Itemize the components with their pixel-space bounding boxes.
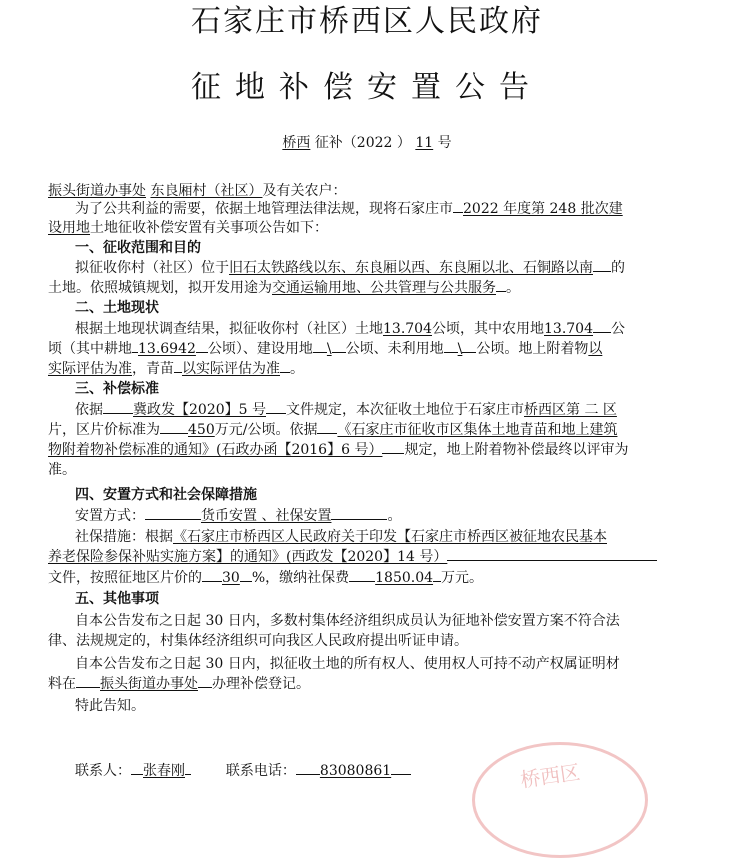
s4-text-6: 万元。	[441, 570, 484, 586]
social-security-percent: 30	[222, 570, 240, 586]
addressee-office: 振头街道办事处	[48, 183, 146, 199]
land-use: 交通运输用地、公共管理与公共服务	[272, 280, 496, 296]
official-seal-text: 桥西区	[518, 759, 582, 793]
s1-text-1: 拟征收你村（社区）位于	[75, 260, 229, 276]
s2-text-6: 公顷、未利用地	[345, 341, 444, 357]
unused-area: \	[457, 341, 463, 357]
compensation-notice-1: 《石家庄市征收市区集体土地青苗和地上建筑	[337, 422, 618, 438]
s1-text-2: 的	[611, 260, 625, 276]
intro-land-type: 设用地	[48, 220, 90, 236]
zone-price: 450	[188, 422, 215, 438]
s1-text-4: 。	[506, 280, 520, 296]
section-4-title: 四、安置方式和社会保障措施	[75, 487, 257, 503]
district-zone: 桥西区第 二 区	[524, 402, 617, 418]
s3-text-2: 文件规定，本次征收土地位于石家庄市	[286, 402, 524, 418]
government-title: 石家庄市桥西区人民政府	[191, 4, 543, 39]
s3-text-3: 片，区片价标准为	[48, 422, 160, 438]
s4-text-3: 社保措施：根据	[75, 529, 173, 545]
s2-text-10: 。	[290, 361, 304, 377]
s5-text-1: 料在	[48, 676, 76, 692]
s4-line-4	[48, 569, 483, 588]
contact-person: 张春刚	[143, 763, 185, 779]
social-security-fee: 1850.04	[375, 570, 434, 586]
s2-text-2: 公顷，其中农用地	[432, 321, 544, 337]
s3-text-4: 万元/公顷。依据	[214, 422, 318, 438]
contact-person-label: 联系人：	[75, 763, 131, 779]
s2-line-1	[75, 320, 625, 339]
s1-line-2	[48, 279, 520, 298]
farmland-area: 13.704	[544, 321, 593, 337]
registration-office: 振头街道办事处	[100, 676, 198, 692]
resettlement-method: 货币安置 、社保安置	[201, 508, 332, 524]
section-5-title: 五、其他事项	[75, 591, 159, 607]
doc-no-suffix: 号	[437, 135, 452, 151]
s4-text-2: 。	[387, 508, 402, 524]
intro-text-2: 土地征收补偿安置有关事项公告如下：	[90, 220, 328, 236]
s5-para-1-line-1: 自本公告发布之日起 30 日内，多数村集体经济组织成员认为征地补偿安置方案不符合法	[75, 613, 620, 629]
notice-title: 征地补偿安置公告	[191, 70, 543, 105]
intro-line-1	[75, 200, 623, 219]
policy-document: 冀政发【2020】5 号	[133, 402, 266, 418]
s3-text-5: 规定，地上附着物补偿最终以评审为	[404, 442, 629, 458]
s3-line-2	[48, 421, 617, 440]
addressee-village: 东良厢村（社区）	[150, 183, 263, 199]
addressee-line	[48, 182, 346, 201]
doc-no-prefix: 桥西	[282, 135, 311, 151]
social-security-notice-2: 养老保险参保补贴实施方案】的通知》(西政发【2020】14 号）	[48, 549, 448, 565]
construction-area: \	[326, 341, 332, 357]
cultivated-area: 13.6942	[138, 341, 196, 357]
intro-line-2	[48, 219, 328, 238]
intro-text-1: 为了公共利益的需要，依据土地管理法律法规，现将石家庄市	[75, 201, 453, 217]
contact-phone-label: 联系电话：	[225, 763, 296, 779]
s4-line-1	[75, 507, 401, 526]
section-1-title: 一、征收范围和目的	[75, 240, 201, 256]
s5-para-2-line-1: 自本公告发布之日起 30 日内，拟征收土地的所有权人、使用权人可持不动产权属证明材	[75, 656, 620, 672]
document-number	[0, 132, 734, 152]
s4-line-3	[48, 548, 657, 567]
s2-text-9: ，青苗	[132, 361, 174, 377]
land-location: 旧石太铁路线以东、东良厢以西、东良厢以北、石铜路以南	[229, 260, 593, 276]
s5-para-1-line-2: 律、法规规定的，村集体经济组织可向我区人民政府提出听证申请。	[48, 633, 468, 649]
s3-line-1	[75, 401, 617, 420]
s3-text-1: 依据	[75, 402, 103, 418]
compensation-notice-2: 物附着物补偿标准的通知》(石政办函【2016】6 号）	[48, 442, 383, 458]
s4-line-2	[75, 528, 607, 547]
s2-text-4: 顷（其中耕地	[48, 341, 132, 357]
s4-text-4: 文件，按照征地区片价的	[48, 570, 202, 586]
s2-text-7: 公顷。地上附着物	[476, 341, 589, 357]
section-2-title: 二、土地现状	[75, 300, 159, 316]
s2-line-3	[48, 360, 304, 379]
s2-line-2	[48, 340, 602, 359]
s2-text-3: 公	[611, 321, 625, 337]
section-3-title: 三、补偿标准	[75, 381, 159, 397]
s2-text-8: 以	[588, 341, 603, 357]
s2-text-5: 公顷）、建设用地	[207, 341, 313, 357]
s3-line-4: 准。	[48, 462, 76, 478]
crop-compensation: 以实际评估为准	[182, 361, 280, 377]
contact-line	[75, 762, 411, 781]
addressee-tail: 及有关农户：	[262, 183, 347, 199]
s1-text-3: 土地。依照城镇规划，拟开发用途为	[48, 280, 272, 296]
s3-line-3	[48, 441, 628, 460]
social-security-notice-1: 《石家庄市桥西区人民政府关于印发【石家庄市桥西区被征地农民基本	[173, 529, 607, 545]
s5-text-2: 办理补偿登记。	[212, 676, 310, 692]
doc-no-num: 11	[415, 135, 434, 151]
contact-phone: 83080861	[319, 763, 392, 779]
s2-text-1: 根据土地现状调查结果，拟征收你村（社区）土地	[75, 321, 383, 337]
doc-no-mid: 征补（2022 ）	[314, 135, 411, 151]
s4-text-5: %，缴纳社保费	[251, 570, 350, 586]
s4-text-1: 安置方式：	[75, 508, 145, 524]
s5-para-2-line-2	[48, 675, 310, 694]
batch-number: 2022 年度第 248 批次建	[463, 201, 623, 217]
attachment-compensation: 实际评估为准	[48, 361, 132, 377]
total-land-area: 13.704	[383, 321, 432, 337]
closing: 特此告知。	[75, 698, 145, 714]
s1-line-1	[75, 259, 625, 278]
